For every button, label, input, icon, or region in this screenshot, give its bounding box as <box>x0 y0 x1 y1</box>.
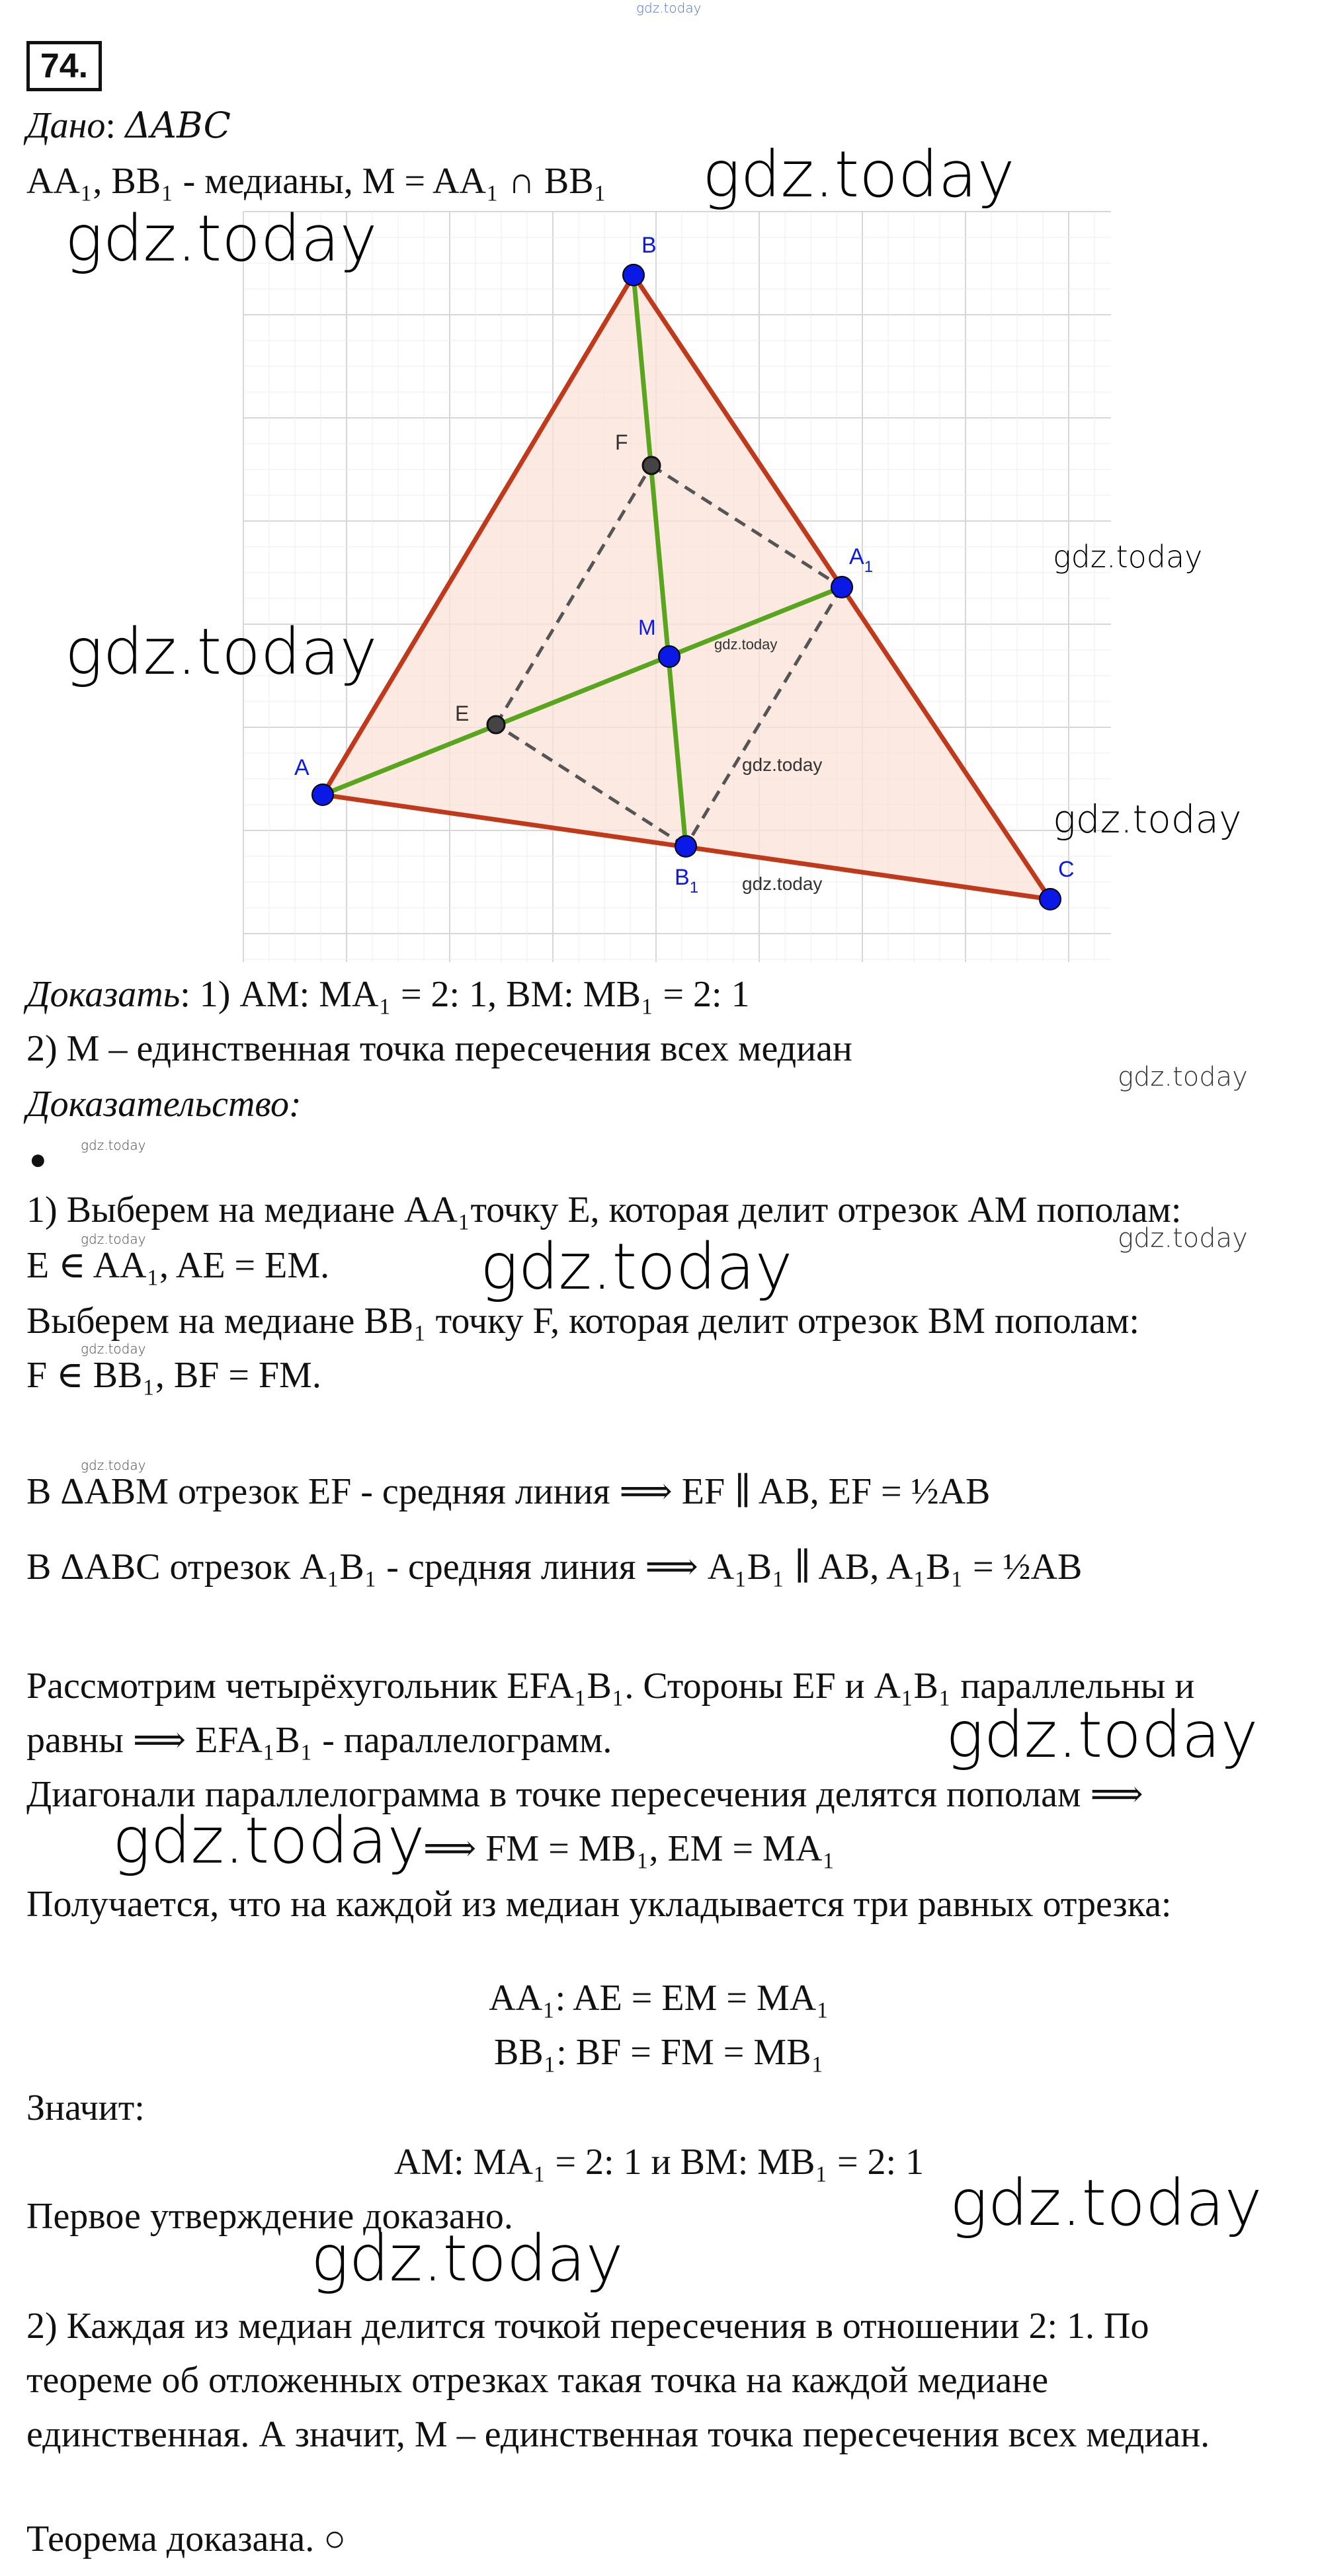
watermark-tiny-3: gdz.today <box>81 1341 146 1357</box>
diag-line-1: Диагонали параллелограмма в точке пересечения делятся пополам ⟹ <box>26 1774 1143 1815</box>
watermark-big-7: gdz.today <box>950 2166 1262 2240</box>
midline-abm: В ΔABM отрезок EF - средняя линия ⟹ EF ∥ AB, EF = ½AB <box>26 1471 991 1512</box>
label-f: F <box>615 430 628 454</box>
proof-p1-line-1: 1) Выберем на медиане AA₁точку E, которая делит отрезок AM пополам: <box>26 1189 1182 1230</box>
given-line-2: AA₁, BB₁ - медианы, M = AA₁ ∩ BB₁ <box>26 161 607 202</box>
quad-line-1: Рассмотрим четырёхугольник EFA₁B₁. Стороны EF и A₁B₁ параллельны и <box>26 1666 1195 1707</box>
watermark-tiny-1: gdz.today <box>81 1137 146 1153</box>
prove-line-1 <box>26 972 750 1017</box>
watermark-big-3: gdz.today <box>65 615 378 689</box>
prove-statement-1: : 1) AM: MA₁ = 2: 1, BM: MB₁ = 2: 1 <box>180 974 750 1015</box>
label-a: A <box>294 755 309 780</box>
problem-number: 74. <box>26 41 102 91</box>
given-line-1: Дано: ΔABC <box>26 104 231 146</box>
point-a <box>312 784 333 805</box>
given-triangle: ΔABC <box>124 104 231 146</box>
label-m: M <box>638 616 656 639</box>
watermark-tiny-4: gdz.today <box>81 1457 146 1473</box>
triangle-abc <box>323 275 1050 899</box>
watermark-big-1: gdz.today <box>702 138 1015 212</box>
label-b: B <box>641 233 657 258</box>
watermark-mid-3: gdz.today <box>1118 1062 1248 1092</box>
proof-p1-line-3: Выберем на медиане BB₁ точку F, которая делит отрезок BM пополам: <box>26 1301 1139 1342</box>
figure-watermark-1: gdz.today <box>714 636 778 653</box>
point-b <box>623 264 644 286</box>
watermark-big-6: gdz.today <box>112 1804 425 1878</box>
prove-label: Доказать <box>26 974 181 1015</box>
point-m <box>659 646 680 667</box>
theorem-proved: Теорема доказана. ○ <box>26 2518 347 2559</box>
first-statement-done: Первое утверждение доказано. <box>26 2196 513 2237</box>
point-f <box>643 457 660 474</box>
watermark-mid-1: gdz.today <box>1053 539 1203 575</box>
proof-p2-line-2: теореме об отложенных отрезках такая точка на каждой медиане <box>26 2360 1049 2401</box>
point-b1 <box>675 836 696 857</box>
equation-ratios: AM: MA₁ = 2: 1 и BM: MB₁ = 2: 1 <box>393 2142 925 2183</box>
label-a1: $A_1$ <box>849 544 874 576</box>
equation-bb1: BB₁: BF = FM = MB₁ <box>493 2032 825 2073</box>
watermark-big-2: gdz.today <box>65 202 378 276</box>
midline-abc: В ΔABC отрезок A₁B₁ - средняя линия ⟹ A₁B₁ ∥ AB, A₁B₁ = ½AB <box>26 1547 1083 1588</box>
watermark-mid-4: gdz.today <box>1118 1223 1248 1254</box>
proof-p1-line-2: E ∈ AA₁, AE = EM. <box>26 1245 330 1286</box>
proof-p2-line-3: единственная. А значит, M – единственная точка пересечения всех медиан. <box>26 2414 1210 2455</box>
result-line: Получается, что на каждой из медиан укладывается три равных отрезка: <box>26 1884 1172 1925</box>
figure-watermark-3: gdz.today <box>742 873 823 894</box>
watermark-big-8: gdz.today <box>311 2222 624 2296</box>
point-e <box>487 716 505 733</box>
point-c <box>1040 889 1061 910</box>
proof-label: Доказательство: <box>26 1084 302 1125</box>
watermark-big-4: gdz.today <box>480 1230 793 1304</box>
given-label: Дано <box>26 105 106 146</box>
prove-line-2: 2) M – единственная точка пересечения всех медиан <box>26 1028 852 1069</box>
diag-line-2: ⟹ FM = MB₁, EM = MA₁ <box>423 1828 835 1869</box>
figure-watermark-2: gdz.today <box>742 754 823 775</box>
triangle-figure <box>0 198 1318 979</box>
quad-line-2: равны ⟹ EFA₁B₁ - параллелограмм. <box>26 1720 612 1761</box>
label-c: C <box>1058 857 1075 882</box>
watermark-big-5: gdz.today <box>946 1698 1258 1772</box>
proof-p2-line-1: 2) Каждая из медиан делится точкой пересечения в отношении 2: 1. По <box>26 2306 1149 2347</box>
bullet: ● <box>29 1143 47 1176</box>
source-tag: gdz.today <box>636 0 702 16</box>
point-a1 <box>831 577 852 598</box>
proof-p1-line-4: F ∈ BB₁, BF = FM. <box>26 1355 321 1396</box>
watermark-mid-2: gdz.today <box>1053 797 1242 842</box>
therefore-label: Значит: <box>26 2087 145 2128</box>
label-e: E <box>455 702 470 725</box>
watermark-tiny-2: gdz.today <box>81 1231 146 1247</box>
label-b1: $B_1$ <box>675 865 699 897</box>
equation-aa1: AA₁: AE = EM = MA₁ <box>489 1978 829 2019</box>
